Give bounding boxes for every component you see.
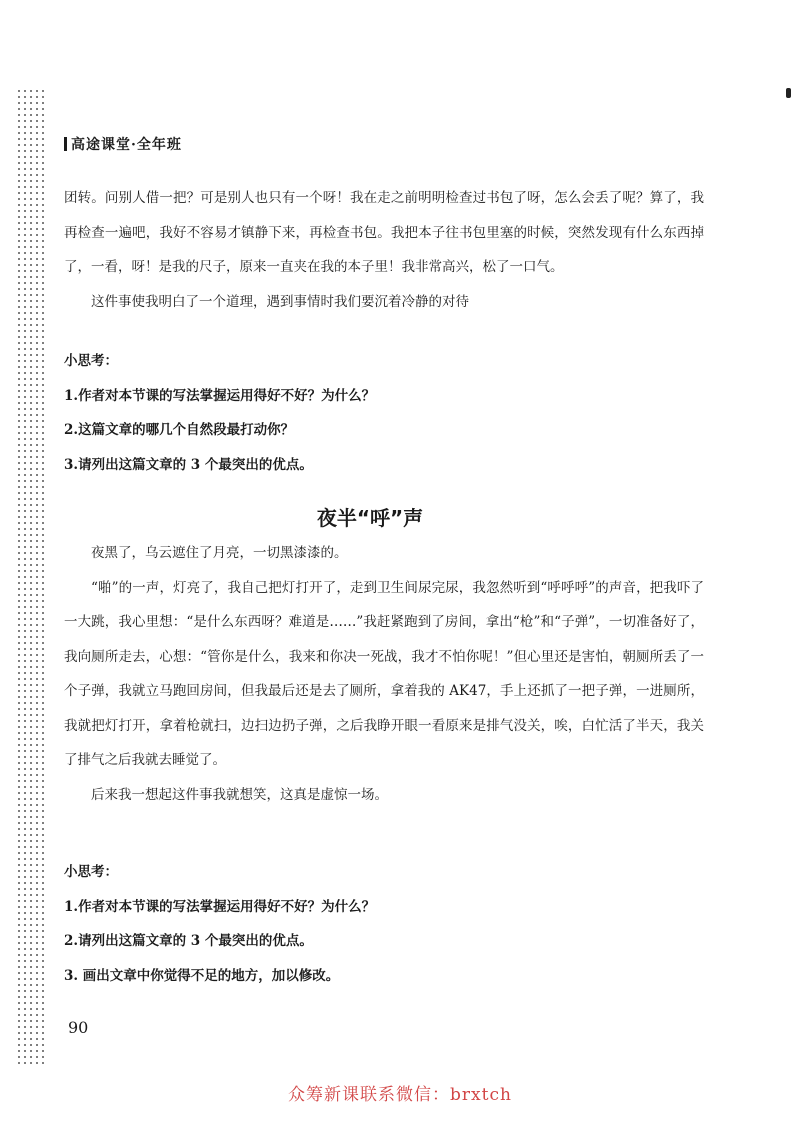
page-number: 90 — [68, 1018, 89, 1037]
watermark-text: 众筹新课联系微信：brxtch — [288, 1085, 512, 1105]
question-item: 2.请列出这篇文章的 3 个最突出的优点。 — [64, 933, 313, 949]
essay2-body — [64, 536, 704, 812]
essay1-paragraph: 这件事使我明白了一个道理，遇到事情时我们要沉着冷静的对待 — [91, 293, 469, 310]
dotted-margin — [16, 88, 46, 1064]
essay2-title: 夜半“呼”声 — [316, 506, 424, 530]
essay2-paragraph: 后来我一想起这件事我就想笑，这真是虚惊一场。 — [91, 786, 388, 803]
essay1-paragraph: 团转。问别人借一把？可是别人也只有一个呀！我在走之前明明检查过书包了呀，怎么会丢了呢？算了，我再检查一遍吧，我好不容易才镇静下来，再检查书包。我把本子往书包里塞的时候，突然发现有什么东西掉了，一看，呀！是我的尺子，原来一直夹在我的本子里！我非常高兴，松了一口气。 — [64, 190, 704, 275]
essay1-body — [64, 181, 704, 319]
header-title: 高途课堂·全年班 — [71, 137, 182, 153]
page-header — [64, 134, 182, 154]
essay2-questions — [64, 855, 704, 993]
question-item: 1.作者对本节课的写法掌握运用得好不好？为什么？ — [64, 898, 376, 915]
question-item: 3. 画出文章中你觉得不足的地方，加以修改。 — [64, 967, 340, 984]
essay1-questions — [64, 344, 704, 482]
scan-speck — [786, 88, 791, 98]
questions-label: 小思考： — [64, 353, 118, 369]
essay2-paragraph: “啪”的一声，灯亮了，我自己把灯打开了，走到卫生间尿完尿，我忽然听到“呼呼呼”的声音，把我吓了一大跳，我心里想：“是什么东西呀？难道是……”我赶紧跑到了房间，拿出“枪”和“子弹”，一切准备好了，我向厕所走去，心想：“管你是什么，我来和你决一死战，我才不怕你呢！”但心里还是害怕，朝厕所丢了一个子弹，我就立马跑回房间，但我最后还是去了厕所，拿着我的 AK47，手上还抓了一把子弹，一进厕所，我就把灯打开，拿着枪就扫，边扫边扔子弹，之后我睁开眼一看原来是排气没关，唉，白忙活了半天，我关了排气之后我就去睡觉了。 — [64, 579, 704, 768]
essay2-paragraph: 夜黑了，乌云遮住了月亮，一切黑漆漆的。 — [91, 545, 348, 561]
questions-label: 小思考： — [64, 864, 118, 880]
question-item: 2.这篇文章的哪几个自然段最打动你？ — [64, 422, 295, 438]
header-bar — [64, 137, 67, 151]
question-item: 3.请列出这篇文章的 3 个最突出的优点。 — [64, 456, 313, 473]
question-item: 1.作者对本节课的写法掌握运用得好不好？为什么？ — [64, 387, 376, 404]
